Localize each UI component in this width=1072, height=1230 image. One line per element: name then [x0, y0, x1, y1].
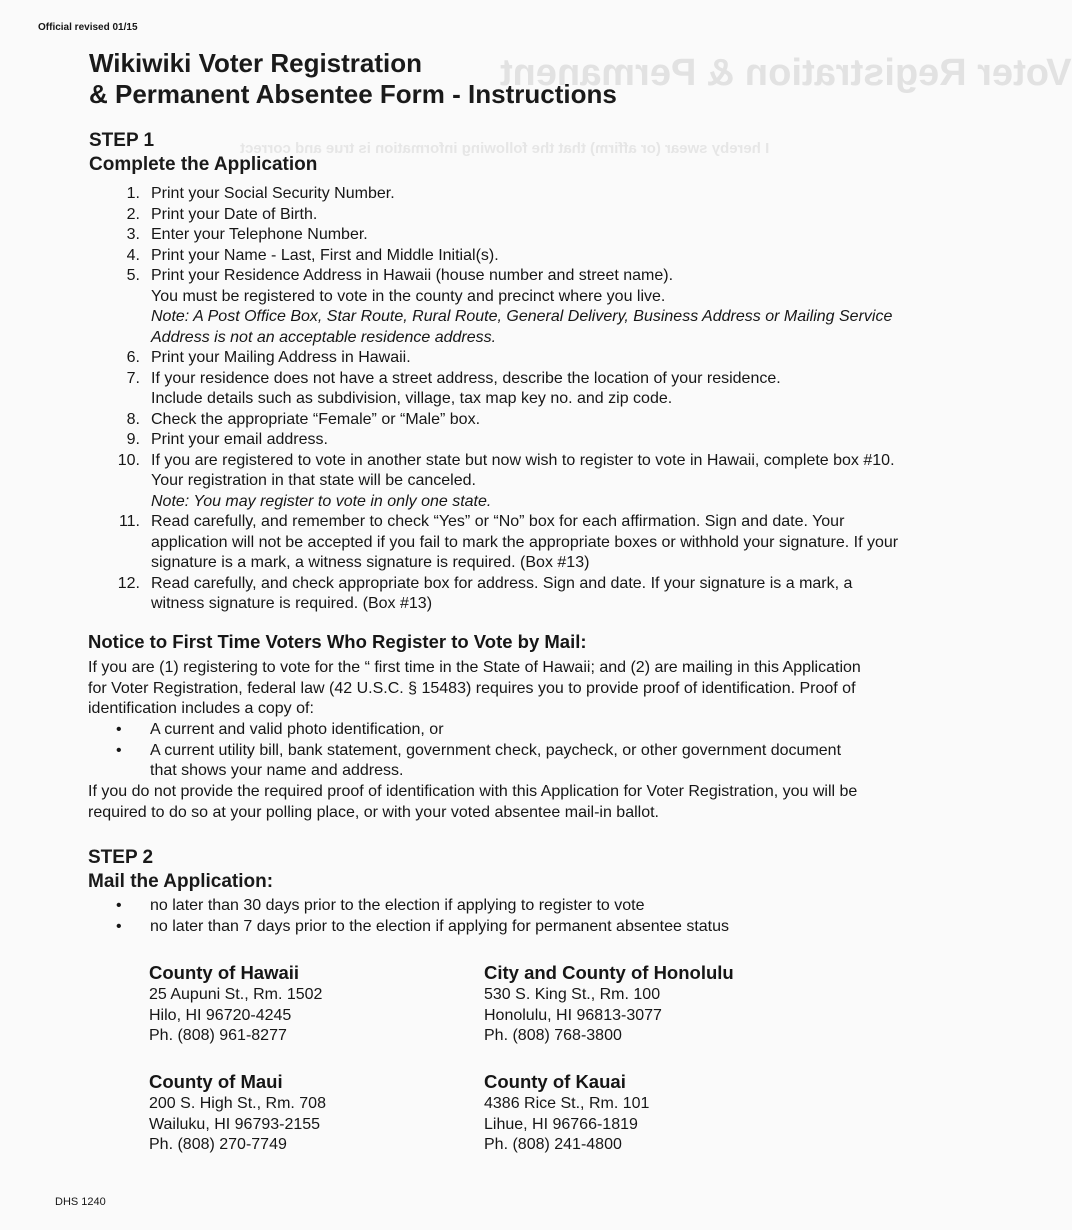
instruction-item-10: 10. If you are registered to vote in another state but now wish to register to vote in Hawaii, complete box #10. Your registration in that state will be canceled. Note: You may register to vote in only one state.: [110, 451, 900, 513]
instruction-item-3: 3. Enter your Telephone Number.: [126, 226, 368, 243]
address-county-kauai: County of Kauai 4386 Rice St., Rm. 101 Lihue, HI 96766-1819 Ph. (808) 241-4800: [484, 1071, 649, 1156]
form-id: DHS 1240: [55, 1196, 106, 1208]
list-item: • A current utility bill, bank statement, government check, paycheck, or other government document that shows your name and address.: [110, 741, 870, 782]
instruction-item-9: 9. Print your email address.: [126, 431, 328, 448]
revised-date: Official revised 01/15: [38, 22, 138, 33]
address-county-maui: County of Maui 200 S. High St., Rm. 708 Wailuku, HI 96793-2155 Ph. (808) 270-7749: [149, 1071, 326, 1156]
step1-title: Complete the Application: [89, 154, 318, 175]
address-county-hawaii: County of Hawaii 25 Aupuni St., Rm. 1502 Hilo, HI 96720-4245 Ph. (808) 961-8277: [149, 962, 322, 1047]
instruction-list: [110, 184, 900, 615]
bullet-icon: •: [116, 721, 122, 738]
instruction-item-6: 6. Print your Mailing Address in Hawaii.: [126, 349, 411, 366]
instruction-note: Note: You may register to vote in only one state.: [151, 492, 492, 510]
page-title: Wikiwiki Voter Registration & Permanent Absentee Form - Instructions: [89, 48, 617, 109]
bullet-icon: •: [116, 741, 122, 759]
phone-number: Ph. (808) 270-7749: [149, 1136, 287, 1153]
list-item: • A current and valid photo identification, or: [110, 720, 870, 741]
instruction-item-1: 1. Print your Social Security Number.: [126, 185, 395, 202]
bullet-icon: •: [116, 917, 122, 935]
instruction-item-7: 7. If your residence does not have a street address, describe the location of your residence. Include details such as subdivision, village, tax map key no. and zip code.: [126, 369, 781, 407]
step2-label: STEP 2: [88, 847, 154, 868]
phone-number: Ph. (808) 768-3800: [484, 1027, 622, 1044]
step2-title: Mail the Application:: [88, 871, 274, 892]
county-name: County of Maui: [149, 1071, 283, 1092]
address-county-honolulu: City and County of Honolulu 530 S. King St., Rm. 100 Honolulu, HI 96813-3077 Ph. (808) 768-3800: [484, 962, 734, 1047]
step1-heading: [89, 129, 317, 177]
notice-intro: If you are (1) registering to vote for the “ first time in the State of Hawaii; and (2) are mailing in this Application for Voter Registration, federal law (42 U.S.C. § 15483) requires you to provide proof of identification. Proof of identification includes a copy of:: [88, 659, 861, 717]
mail-deadline-list: [110, 896, 870, 937]
instruction-note: Note: A Post Office Box, Star Route, Rural Route, General Delivery, Business Address or Mailing Service Address is not an acceptable residence address.: [151, 308, 893, 346]
bullet-icon: •: [116, 897, 122, 914]
notice-title: Notice to First Time Voters Who Register to Vote by Mail:: [88, 631, 587, 652]
id-proof-list: [110, 720, 870, 782]
phone-number: Ph. (808) 961-8277: [149, 1027, 287, 1044]
bleed-through-title: Voter Registration & Permanent: [500, 52, 1072, 94]
list-item: • no later than 7 days prior to the election if applying for permanent absentee status: [110, 917, 870, 938]
instruction-item-5: 5. Print your Residence Address in Hawaii (house number and street name). You must be registered to vote in the county and precinct where you live. Note: A Post Office Box, Star Route, Rural Route, General Delivery, Business Address or Mailing Service Address is not an acceptable residence address.: [110, 266, 900, 348]
instruction-item-4: 4. Print your Name - Last, First and Middle Initial(s).: [126, 246, 499, 264]
bleed-through-line: I hereby swear (or affirm) that the following information is true and correct: [240, 140, 770, 157]
list-item: • no later than 30 days prior to the election if applying to register to vote: [110, 896, 870, 917]
instruction-item-11: 11. Read carefully, and remember to check “Yes” or “No” box for each affirmation. Sign and date. Your application will not be accepted if you fail to mark the appropriate boxes or withhold your signature. If your signature is a mark, a witness signature is required. (Box #13): [118, 513, 899, 571]
instruction-item-2: 2. Print your Date of Birth.: [126, 205, 318, 223]
county-name: City and County of Honolulu: [484, 962, 734, 983]
county-name: County of Hawaii: [149, 962, 300, 983]
step2-heading: [88, 846, 273, 894]
step1-label: STEP 1: [89, 130, 155, 151]
instruction-item-12: 12. Read carefully, and check appropriate box for address. Sign and date. If your signature is a mark, a witness signature is required. (Box #13): [117, 574, 853, 612]
county-name: County of Kauai: [484, 1071, 626, 1092]
notice-outro: If you do not provide the required proof of identification with this Application for Voter Registration, you will be required to do so at your polling place, or with your voted absentee mail-in ballot.: [88, 783, 858, 821]
phone-number: Ph. (808) 241-4800: [484, 1136, 622, 1153]
instruction-item-8: 8. Check the appropriate “Female” or “Male” box.: [126, 410, 481, 428]
